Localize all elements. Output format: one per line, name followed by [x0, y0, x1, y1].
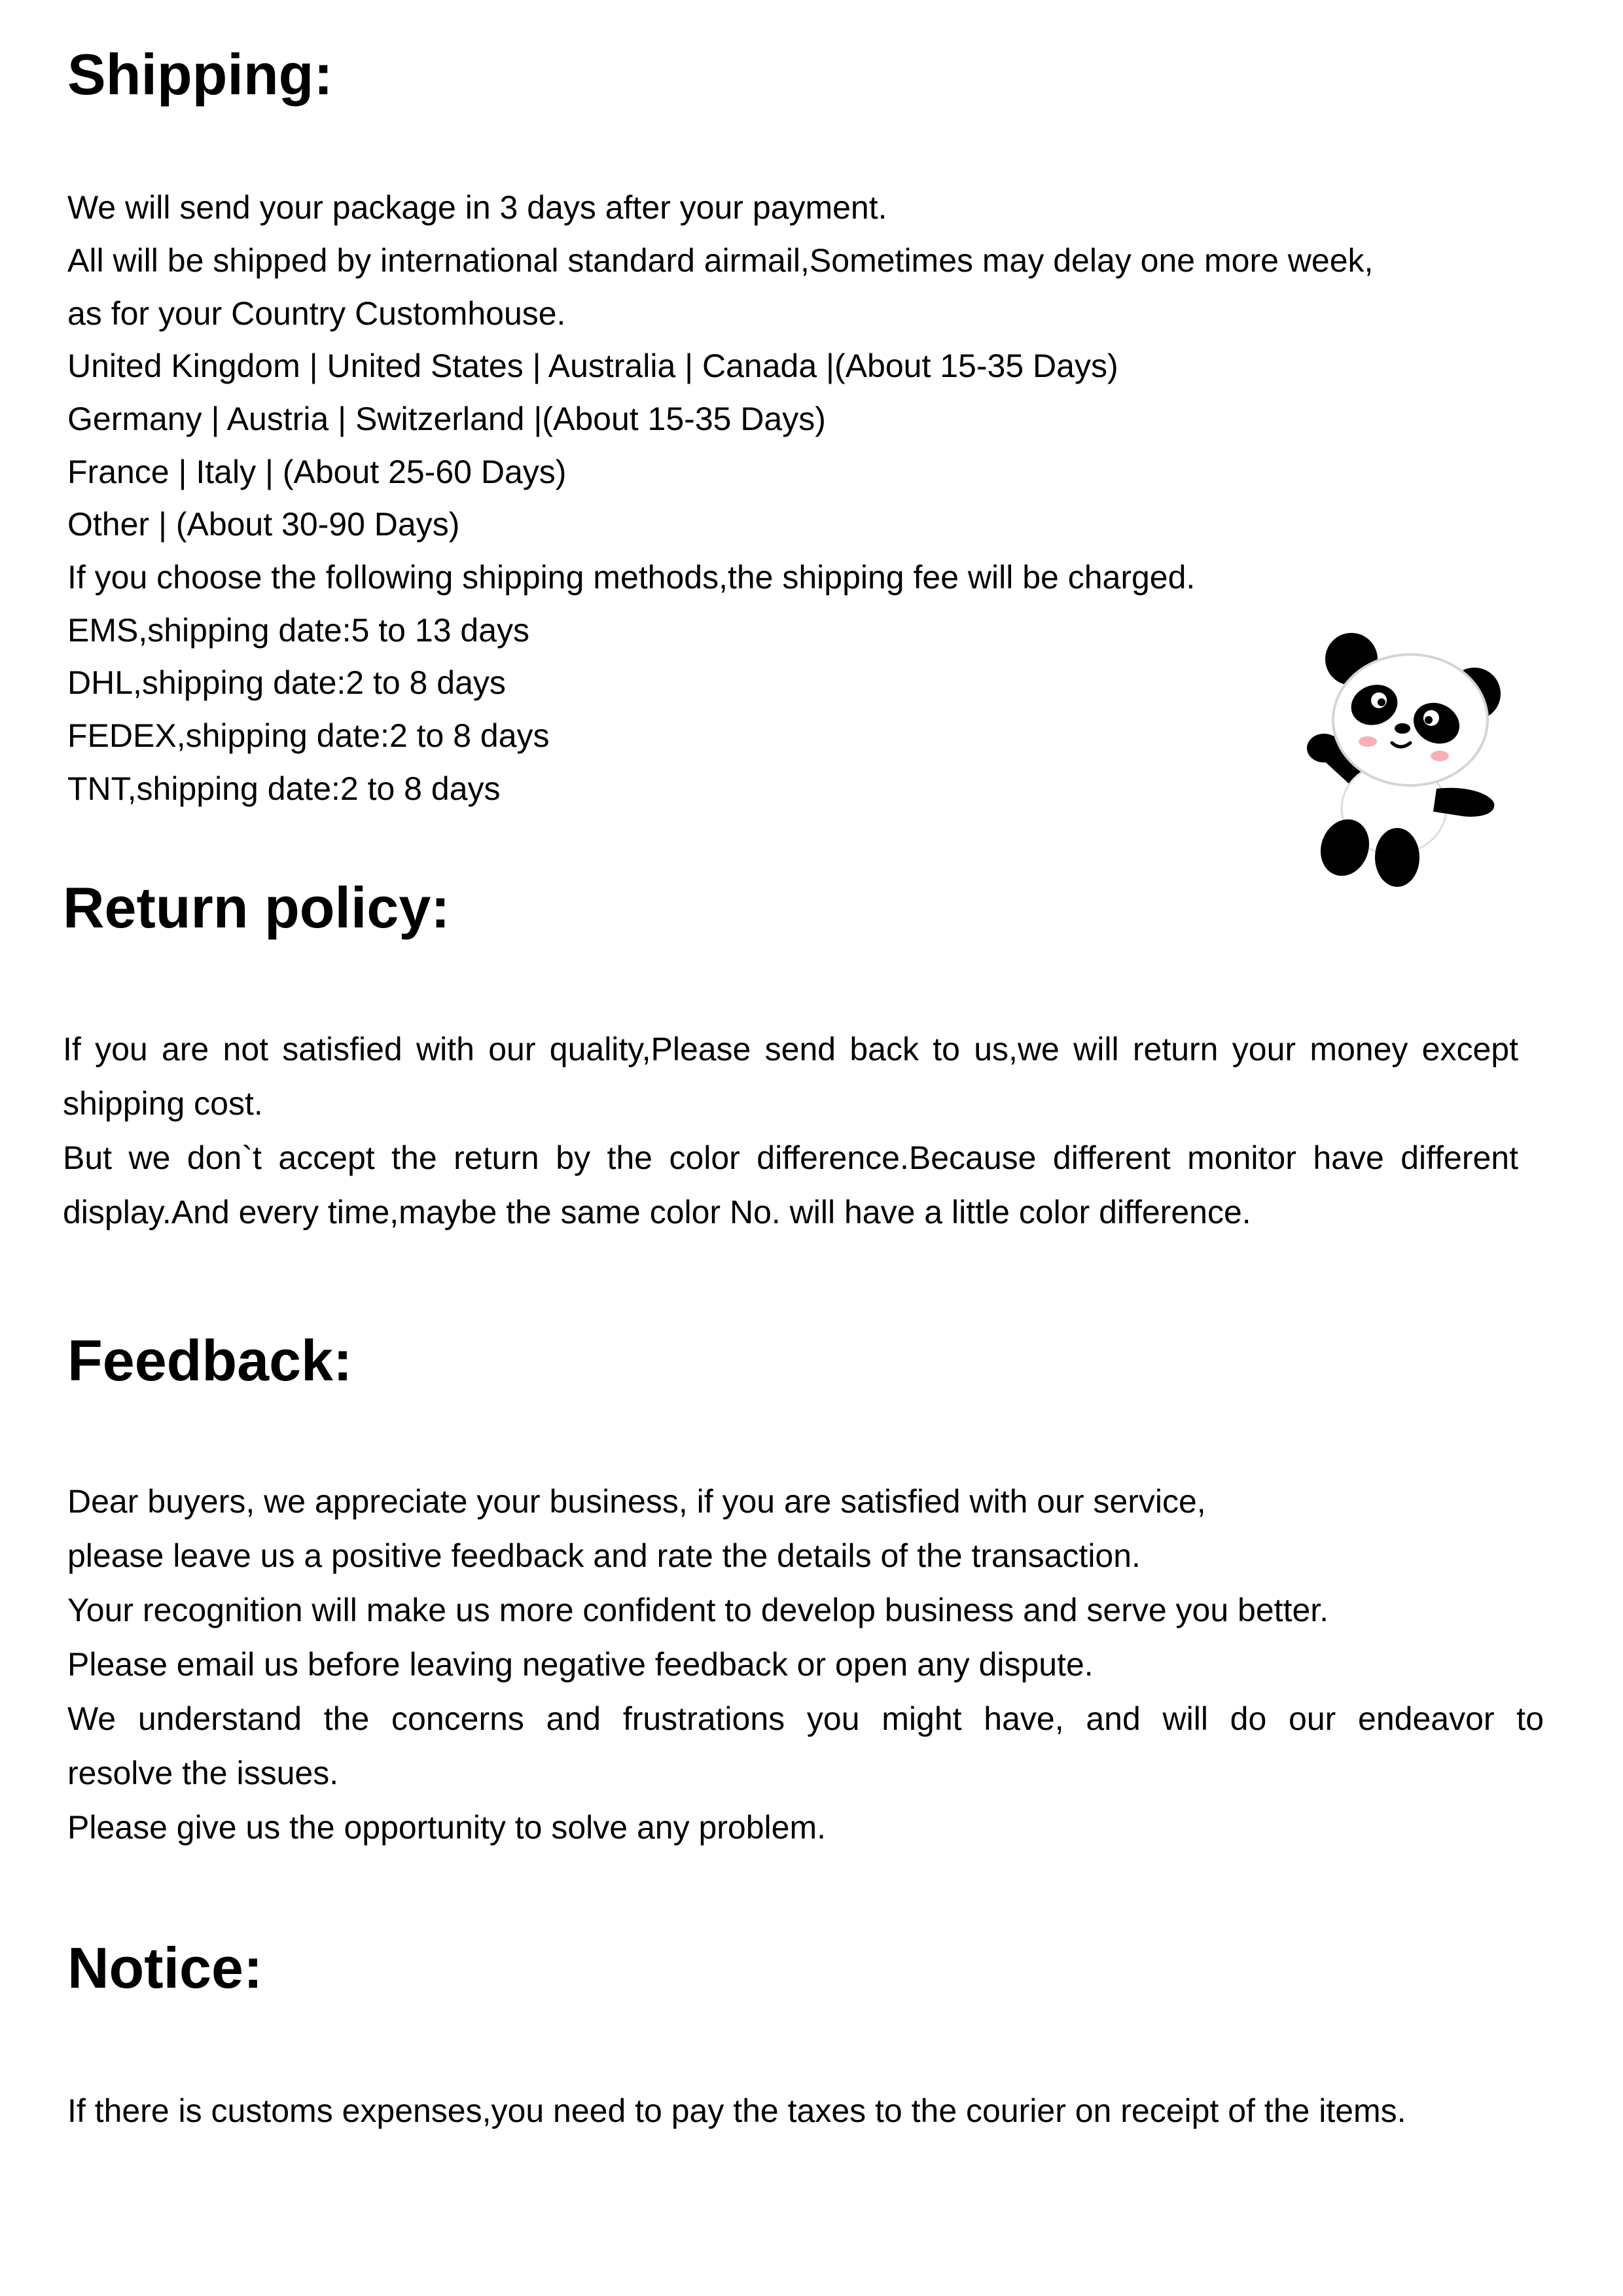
- panda-icon: [1306, 632, 1515, 887]
- feedback-line: Please give us the opportunity to solve any problem.: [67, 1809, 827, 1846]
- notice-heading: Notice:: [67, 1935, 263, 2000]
- feedback-text: [67, 1475, 1544, 1855]
- return-policy-line: But we don`t accept the return by the color difference.Because different monitor have different: [63, 1139, 1518, 1176]
- feedback-line: Your recognition will make us more confident to develop business and serve you better.: [67, 1592, 1329, 1628]
- shipping-line: as for your Country Customhouse.: [67, 295, 566, 332]
- shipping-line: All will be shipped by international standard airmail,Sometimes may delay one more week,: [67, 242, 1374, 279]
- shipping-line: TNT,shipping date:2 to 8 days: [67, 770, 501, 807]
- shipping-heading: Shipping:: [67, 42, 333, 107]
- feedback-line: Please email us before leaving negative feedback or open any dispute.: [67, 1646, 1094, 1683]
- return-policy-text: [63, 1022, 1518, 1240]
- feedback-line: We understand the concerns and frustrations you might have, and will do our endeavor to: [67, 1700, 1544, 1737]
- shipping-line: Other | (About 30-90 Days): [67, 506, 460, 543]
- feedback-line: please leave us a positive feedback and rate the details of the transaction.: [67, 1537, 1141, 1574]
- feedback-line: resolve the issues.: [67, 1755, 339, 1791]
- feedback-line: Dear buyers, we appreciate your business, if you are satisfied with our service,: [67, 1483, 1206, 1520]
- shipping-line: Germany | Austria | Switzerland |(About 15-35 Days): [67, 401, 826, 437]
- shipping-line: DHL,shipping date:2 to 8 days: [67, 664, 506, 701]
- notice-line: If there is customs expenses,you need to pay the taxes to the courier on receipt of the items.: [67, 2092, 1406, 2129]
- shipping-line: If you choose the following shipping methods,the shipping fee will be charged.: [67, 559, 1196, 596]
- return-policy-line: display.And every time,maybe the same color No. will have a little color difference.: [63, 1194, 1251, 1230]
- return-policy-line: If you are not satisfied with our quality,Please send back to us,we will return your money except: [63, 1031, 1518, 1067]
- shipping-line: FEDEX,shipping date:2 to 8 days: [67, 717, 550, 754]
- shipping-line: France | Italy | (About 25-60 Days): [67, 454, 567, 490]
- shipping-line: United Kingdom | United States | Australia | Canada |(About 15-35 Days): [67, 348, 1118, 384]
- feedback-heading: Feedback:: [67, 1328, 353, 1393]
- return-policy-heading: Return policy:: [63, 875, 450, 940]
- return-policy-line: shipping cost.: [63, 1085, 263, 1122]
- shipping-line: EMS,shipping date:5 to 13 days: [67, 612, 530, 649]
- shipping-line: We will send your package in 3 days after your payment.: [67, 189, 887, 226]
